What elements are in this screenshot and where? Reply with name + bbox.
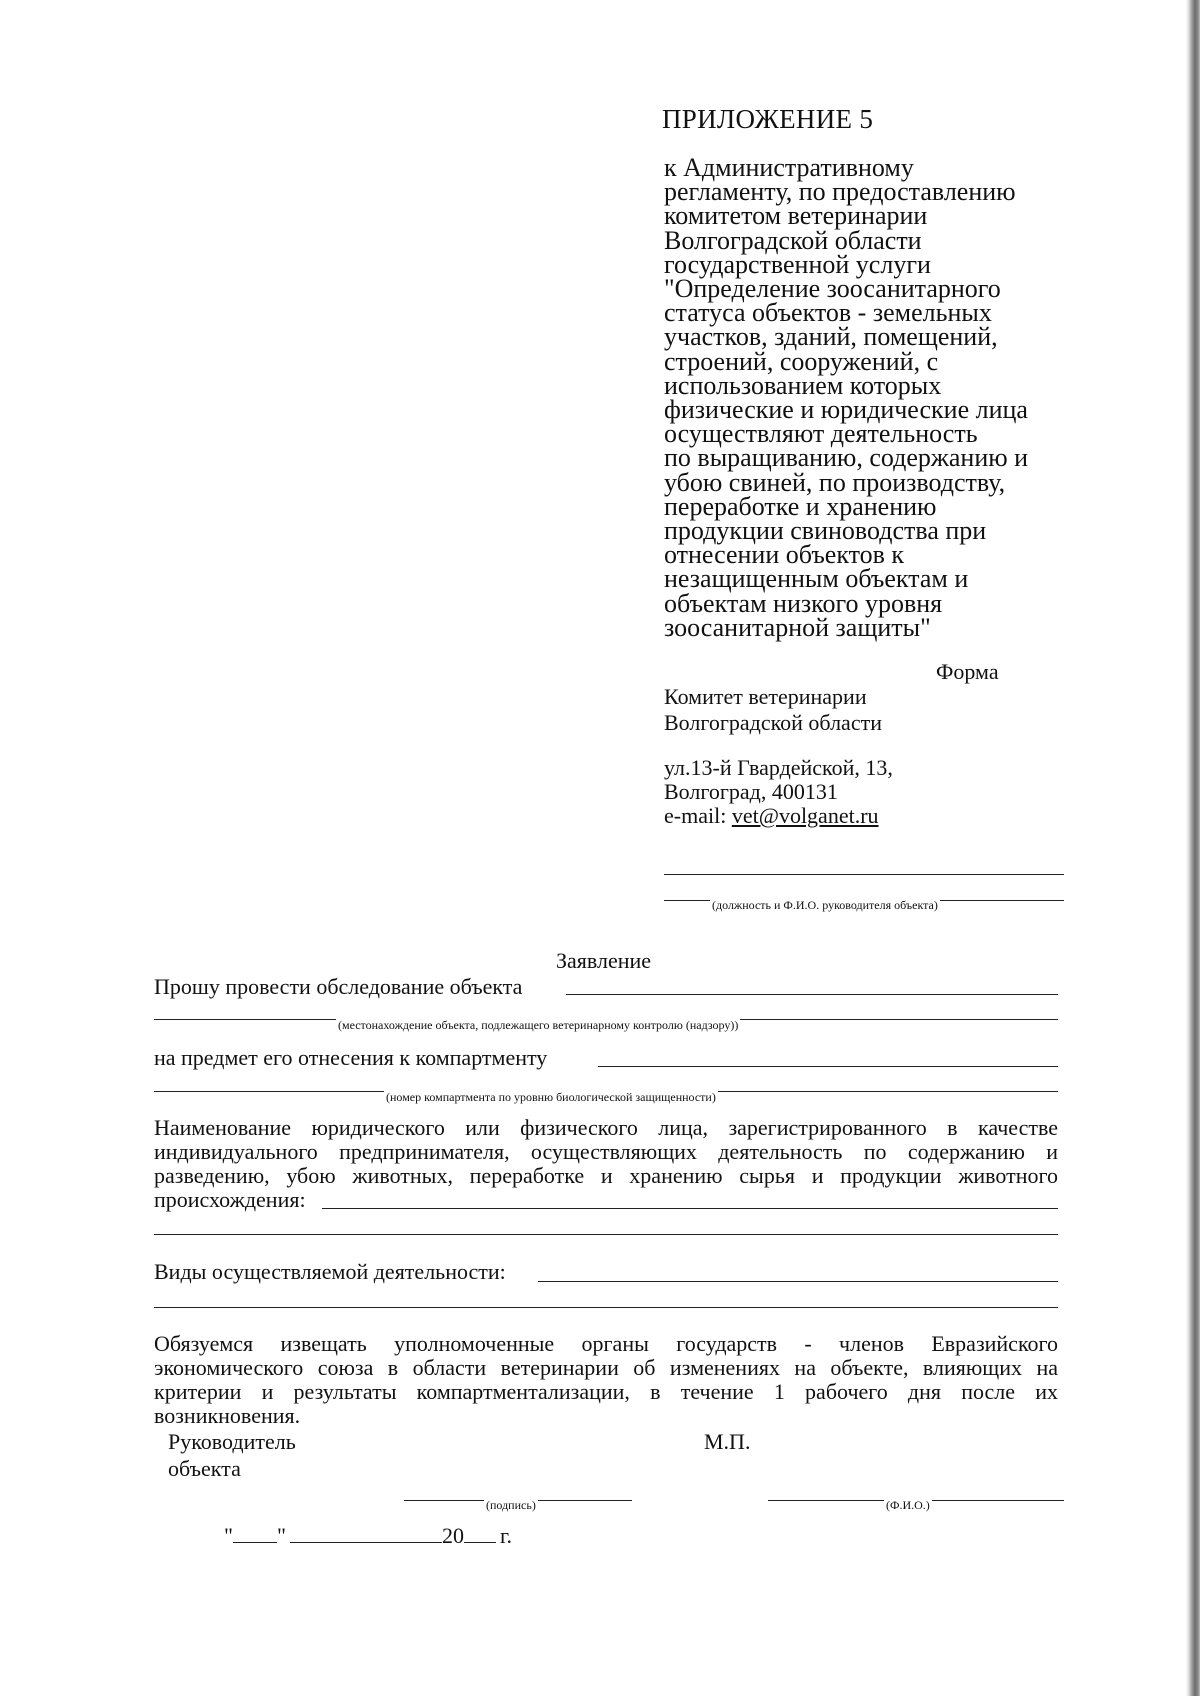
address-block	[664, 756, 893, 828]
compartment-field-line[interactable]	[598, 1066, 1058, 1067]
date-quote-open: "	[224, 1523, 233, 1548]
activity-field-line-1[interactable]	[538, 1281, 1058, 1282]
email-prefix: e-mail:	[664, 803, 732, 828]
appendix-line: объектам низкого уровня	[664, 588, 943, 618]
appendix-line: статуса объектов - земельных	[664, 298, 992, 328]
entity-field-line-1[interactable]	[322, 1208, 1058, 1209]
entity-field-line-2[interactable]	[154, 1234, 1058, 1235]
appendix-line: осуществляют деятельность	[664, 419, 978, 449]
object-field-line[interactable]	[566, 994, 1058, 995]
activity-field-line-2[interactable]	[154, 1307, 1058, 1308]
commitment-last-line: возникновения.	[154, 1403, 301, 1428]
day-field[interactable]	[233, 1522, 277, 1543]
compartment-label: на предмет его отнесения к компартменту	[154, 1045, 548, 1070]
year-prefix: 20	[441, 1523, 464, 1548]
commitment-paragraph	[154, 1332, 1058, 1428]
appendix-line: использованием которых	[664, 370, 942, 400]
appendix-line: физические и юридические лица	[664, 395, 1028, 425]
commitment-line: экономического союза в области ветеринарии об изменениях на объекте, влияющих на	[154, 1355, 1058, 1380]
recipient-region: Волгоградской области	[664, 710, 882, 735]
request-label: Прошу провести обследование объекта	[154, 974, 523, 999]
appendix-line: незащищенным объектам и	[664, 564, 969, 594]
entity-line: Наименование юридического или физического лица, зарегистрированного в качестве	[154, 1115, 1058, 1140]
entity-line: разведению, убою животных, переработке и хранению сырья и продукции животного	[154, 1163, 1058, 1188]
appendix-line: переработке и хранению	[664, 491, 937, 521]
entity-line: индивидуального предпринимателя, осуществляющих деятельность по содержанию и	[154, 1139, 1058, 1164]
appendix-title: ПРИЛОЖЕНИЕ 5	[662, 104, 874, 134]
activity-label: Виды осуществляемой деятельности:	[154, 1259, 506, 1284]
appendix-line: участков, зданий, помещений,	[664, 322, 998, 352]
appendix-line: регламенту, по предоставлению	[664, 177, 1016, 207]
appendix-line: отнесении объектов к	[664, 540, 905, 570]
form-label: Форма	[936, 659, 999, 684]
stamp-label: М.П.	[704, 1429, 751, 1454]
head-name-line-1[interactable]	[664, 874, 1064, 875]
scan-edge-shadow	[1186, 0, 1200, 1696]
head-label	[168, 1428, 296, 1482]
appendix-line: к Административному	[664, 153, 914, 182]
email-link[interactable]: vet@volganet.ru	[731, 803, 879, 828]
date-line	[224, 1522, 512, 1549]
head-label-line-2: объекта	[168, 1456, 241, 1481]
commitment-line: Обязуемся извещать уполномоченные органы государств - членов Евразийского	[154, 1331, 1058, 1356]
month-field[interactable]	[290, 1522, 442, 1543]
full-name-caption: (Ф.И.О.)	[886, 1498, 930, 1512]
entity-last-line: происхождения:	[154, 1187, 306, 1212]
head-caption: (должность и Ф.И.О. руководителя объекта)	[712, 898, 938, 912]
entity-paragraph	[154, 1116, 1058, 1212]
appendix-line: зоосанитарной защиты"	[664, 612, 931, 642]
date-quote-close: "	[276, 1523, 286, 1548]
appendix-line: по выращиванию, содержанию и	[664, 443, 1029, 473]
statement-title: Заявление	[556, 948, 652, 973]
appendix-line: комитетом ветеринарии	[664, 201, 928, 231]
head-label-line-1: Руководитель	[168, 1429, 296, 1454]
year-suffix: г.	[499, 1523, 513, 1548]
year-field[interactable]	[464, 1522, 496, 1543]
appendix-line: Волгоградской области	[664, 225, 922, 255]
appendix-line: государственной услуги	[664, 249, 931, 279]
location-caption: (местонахождение объекта, подлежащего ветеринарному контролю (надзору))	[338, 1018, 739, 1032]
recipient-block	[664, 684, 882, 736]
appendix-line: "Определение зоосанитарного	[664, 274, 1001, 304]
compartment-caption: (номер компартмента по уровню биологической защищенности)	[386, 1090, 716, 1104]
commitment-line: критерии и результаты компартментализации, в течение 1 рабочего дня после их	[154, 1379, 1058, 1404]
address-email-row	[664, 804, 893, 828]
address-street: ул.13-й Гвардейской, 13,	[664, 755, 893, 780]
appendix-line: строений, сооружений, с	[664, 346, 939, 376]
recipient-name: Комитет ветеринарии	[664, 684, 867, 709]
address-city: Волгоград, 400131	[664, 779, 838, 804]
appendix-description	[664, 153, 1084, 642]
appendix-line: продукции свиноводства при	[664, 516, 987, 546]
signature-caption: (подпись)	[486, 1498, 536, 1512]
appendix-line: убою свиней, по производству,	[664, 467, 1006, 497]
